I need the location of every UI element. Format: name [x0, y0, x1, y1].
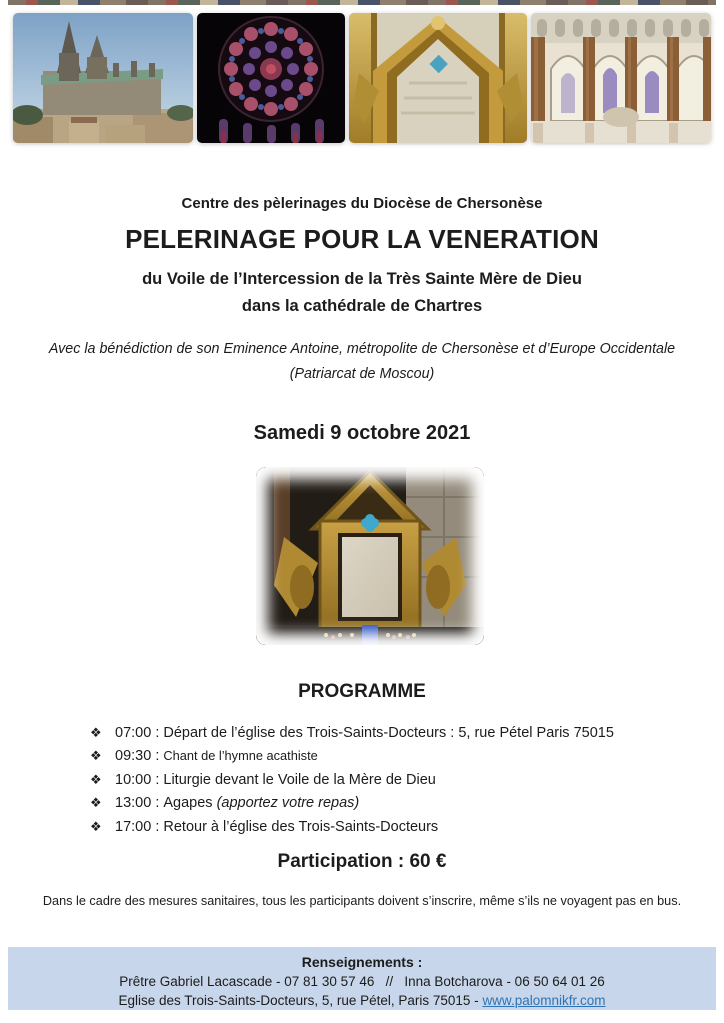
event-date: Samedi 9 octobre 2021	[253, 422, 471, 444]
rose-window-photo	[197, 13, 345, 143]
diamond-bullet-icon: ❖	[90, 795, 102, 811]
diamond-bullet-icon: ❖	[90, 748, 102, 764]
program-item	[90, 795, 614, 818]
sanitary-notice: Dans le cadre des mesures sanitaires, tous les participants doivent s’inscrire, même s’ils ne voyagent pas en bus.	[42, 894, 682, 908]
veil-reliquary-photo	[256, 467, 484, 645]
program-item-text: Liturgie devant le Voile de la Mère de Dieu	[163, 771, 436, 788]
footer-address	[8, 991, 716, 1010]
contact-footer	[8, 947, 716, 1010]
program-item-text: Retour à l’église des Trois-Saints-Docteurs	[163, 818, 439, 835]
program-title: PROGRAMME	[298, 681, 426, 702]
banner-collage	[13, 13, 711, 143]
program-item-time: 13:00 :	[115, 795, 164, 812]
program-item-time: 07:00 :	[115, 725, 164, 741]
program-item	[90, 748, 614, 771]
website-link[interactable]: www.palomnikfr.com	[482, 993, 606, 1008]
program-item-note: (apportez votre repas)	[216, 795, 360, 812]
program-item-text: Départ de l’église des Trois-Saints-Docteurs : 5, rue Pétel Paris 75015	[163, 725, 614, 741]
banner-reflection	[13, 145, 711, 178]
program-list	[90, 725, 614, 842]
blessing-line2: (Patriarcat de Moscou)	[289, 366, 435, 382]
organization-title: Centre des pèlerinages du Diocèse de Chersonèse	[181, 195, 543, 212]
program-item-time: 09:30 :	[115, 748, 164, 765]
golden-reliquary-photo	[349, 13, 527, 143]
chartres-cathedral-exterior-photo	[13, 13, 193, 143]
program-item-text: Chant de l’hymne acathiste	[163, 748, 318, 764]
diamond-bullet-icon: ❖	[90, 771, 102, 787]
program-item-time: 17:00 :	[115, 818, 164, 835]
program-item-time: 10:00 :	[115, 771, 164, 788]
participation-fee: Participation : 60 €	[277, 851, 447, 872]
subtitle-line1: du Voile de l’Intercession de la Très Sainte Mère de Dieu	[142, 270, 582, 288]
program-item-text: Agapes	[163, 795, 217, 812]
program-item	[90, 819, 614, 842]
footer-contacts: Prêtre Gabriel Lacascade - 07 81 30 57 46 // Inna Botcharova - 06 50 64 01 26	[119, 974, 605, 989]
page-title: PELERINAGE POUR LA VENERATION	[125, 224, 599, 254]
program-item	[90, 725, 614, 748]
diamond-bullet-icon: ❖	[90, 818, 102, 834]
blessing-line1: Avec la bénédiction de son Eminence Antoine, métropolite de Chersonèse et d’Europe Occidentale	[48, 341, 676, 357]
footer-address-text: Eglise des Trois-Saints-Docteurs, 5, rue Pétel, Paris 75015 -	[118, 993, 483, 1008]
cathedral-interior-photo	[531, 13, 711, 143]
reflection-fade	[13, 145, 711, 178]
program-item	[90, 772, 614, 795]
top-photo-strip	[8, 0, 716, 5]
footer-title: Renseignements :	[301, 954, 423, 970]
subtitle-line2: dans la cathédrale de Chartres	[241, 297, 483, 315]
diamond-bullet-icon: ❖	[90, 725, 102, 740]
